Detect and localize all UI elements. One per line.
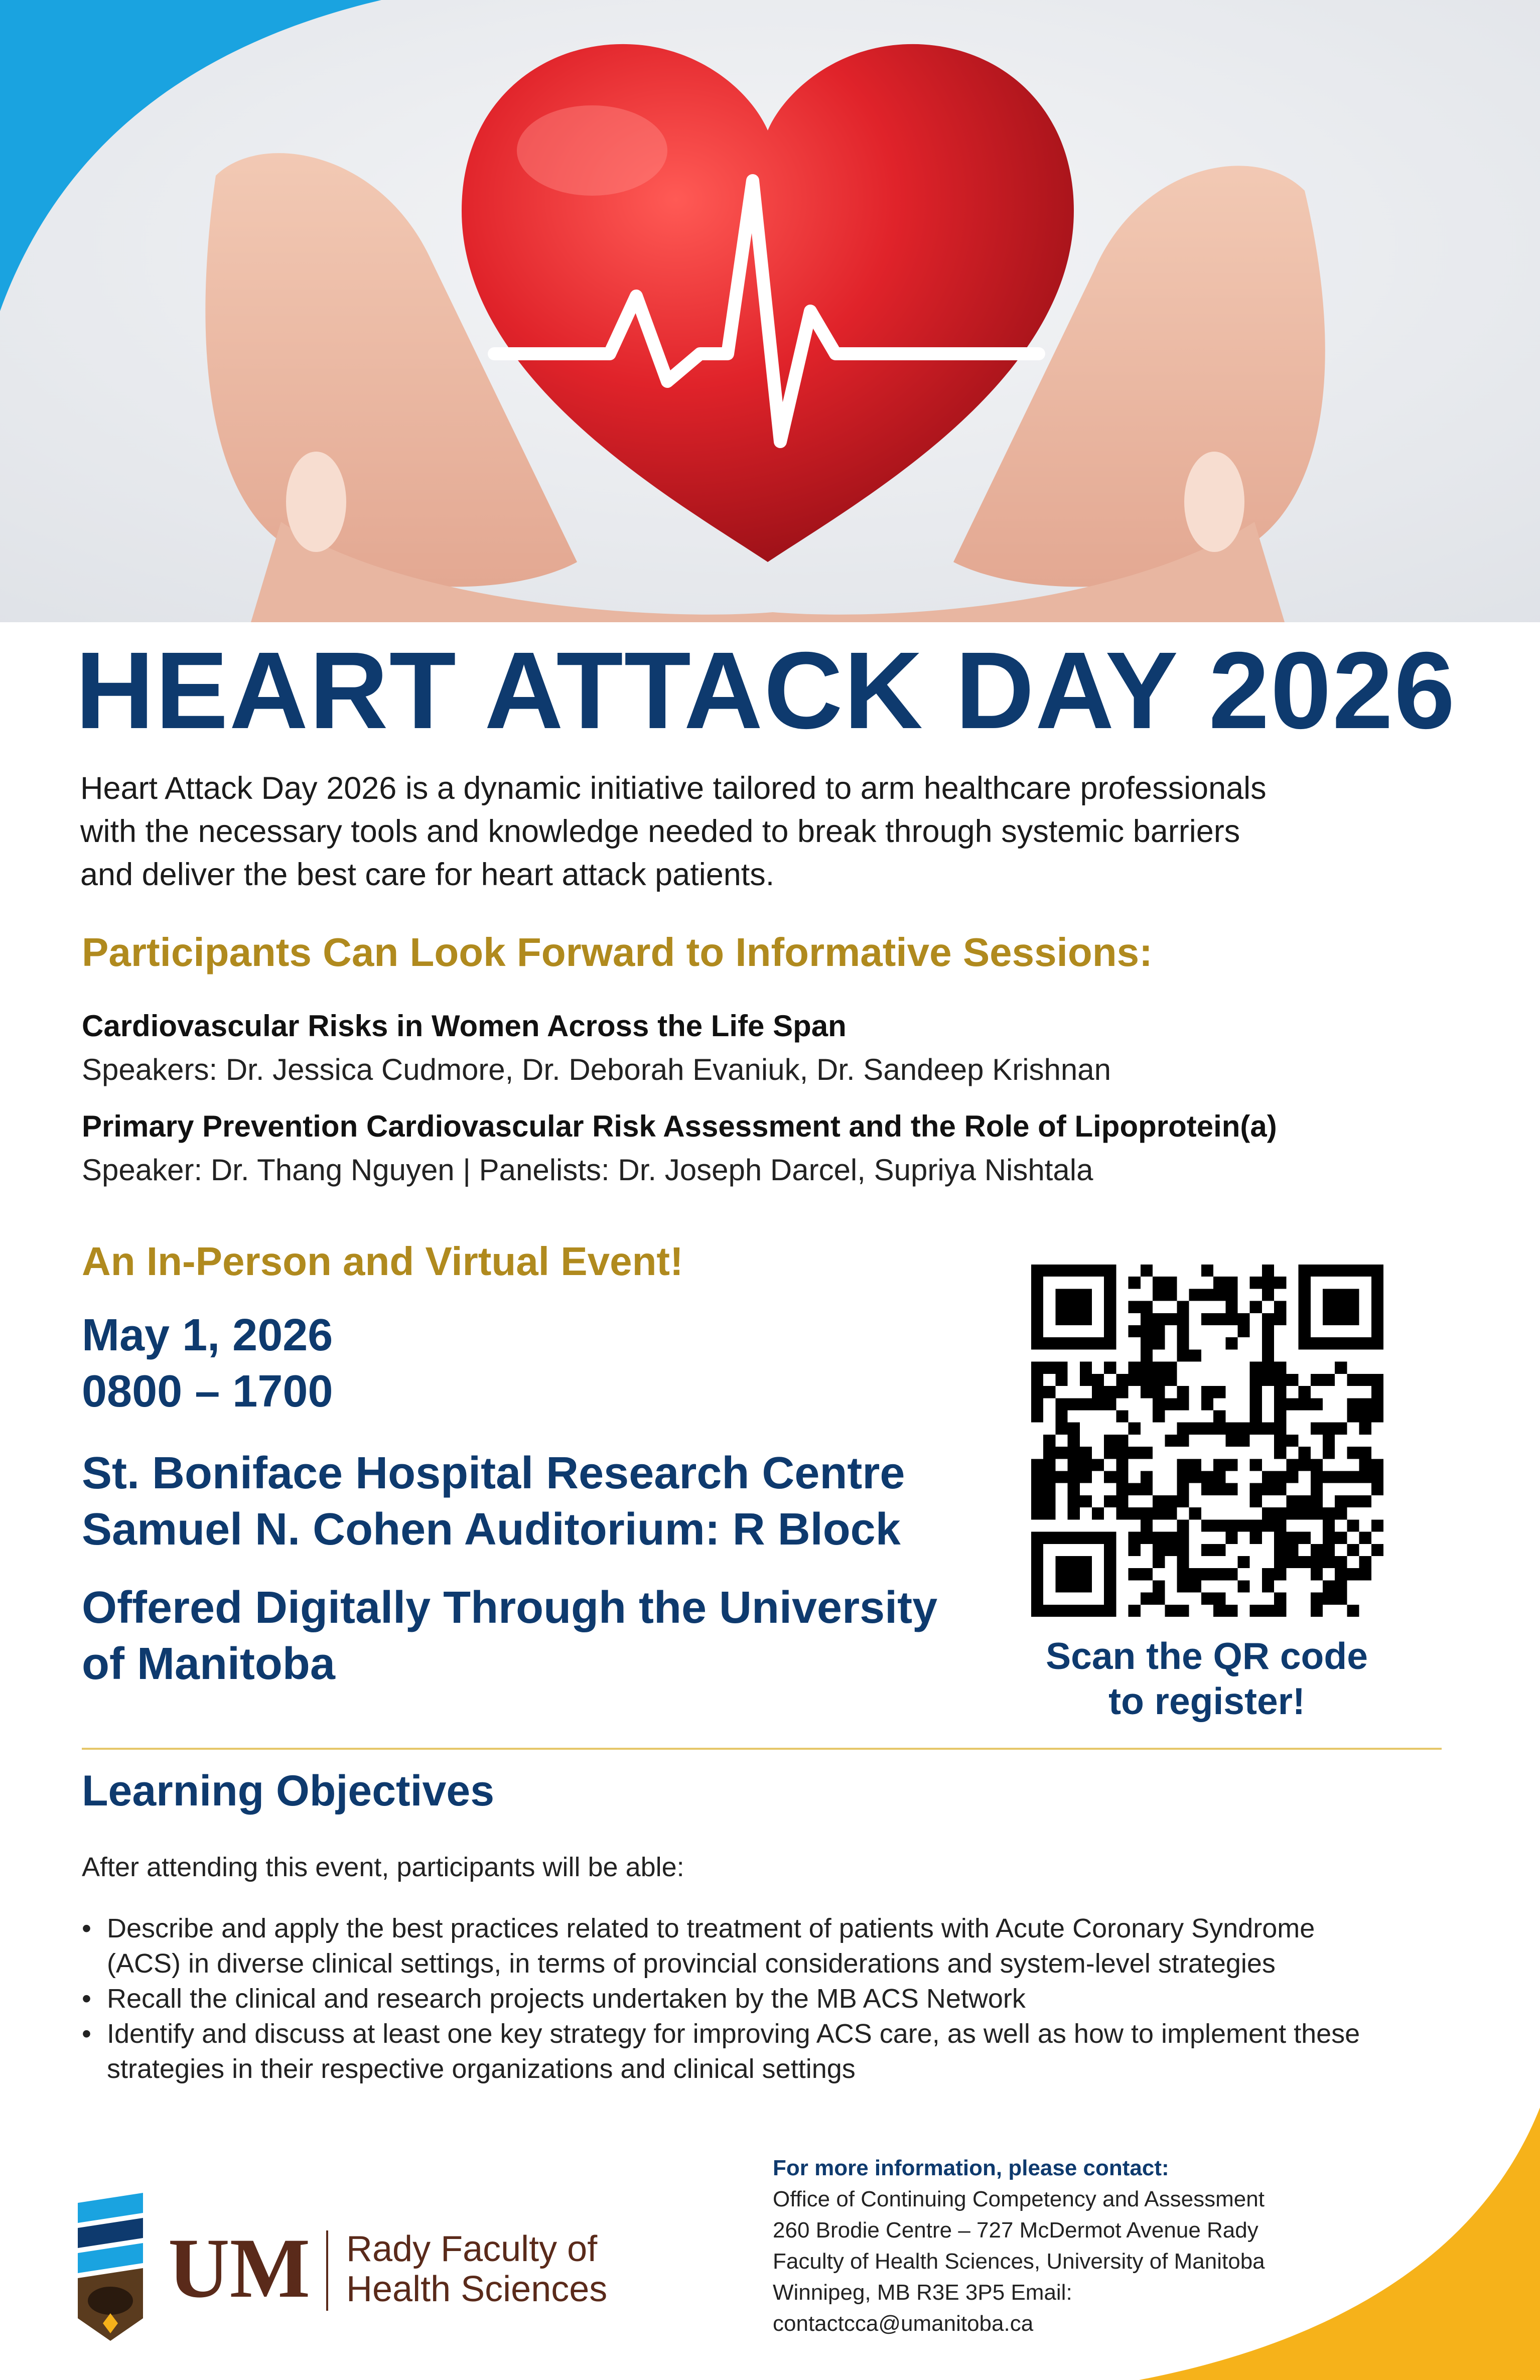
qr-caption-line: to register! <box>1108 1680 1305 1722</box>
contact-email-link[interactable]: contactcca@umanitoba.ca <box>773 2311 1034 2336</box>
hero-image <box>0 0 1540 622</box>
event-type-heading: An In-Person and Virtual Event! <box>82 1239 683 1284</box>
learning-objectives-intro: After attending this event, participants will be able: <box>82 1852 684 1882</box>
bullet-icon: • <box>82 1913 91 1943</box>
event-venue <box>82 1445 905 1558</box>
faculty-name: Rady Faculty of Health Sciences <box>346 2229 608 2309</box>
contact-heading: For more information, please contact: <box>773 2156 1169 2180</box>
qr-caption <box>999 1633 1415 1724</box>
bullet-icon: • <box>82 2019 91 2049</box>
session-speakers: Speaker: Dr. Thang Nguyen | Panelists: Dr. Joseph Darcel, Supriya Nishtala <box>82 1153 1093 1187</box>
bullet-icon: • <box>82 1984 91 2014</box>
contact-line: Winnipeg, MB R3E 3P5 Email: <box>773 2280 1072 2305</box>
logo-mark: UM <box>168 2221 311 2315</box>
event-date <box>82 1307 333 1420</box>
session-title: Primary Prevention Cardiovascular Risk Assessment and the Role of Lipoprotein(a) <box>82 1109 1277 1143</box>
venue-line: St. Boniface Hospital Research Centre <box>82 1448 905 1498</box>
contact-line: 260 Brodie Centre – 727 McDermot Avenue Rady <box>773 2218 1258 2243</box>
event-date-text: May 1, 2026 <box>82 1310 333 1360</box>
session-title: Cardiovascular Risks in Women Across the Life Span <box>82 1009 847 1043</box>
digital-line: Offered Digitally Through the University <box>82 1583 938 1633</box>
logo-divider <box>326 2230 328 2311</box>
intro-line: Heart Attack Day 2026 is a dynamic initiative tailored to arm healthcare professionals <box>80 771 1267 806</box>
list-item: • Recall the clinical and research projects undertaken by the MB ACS Network <box>82 1981 1437 2016</box>
bison-crest-icon <box>73 2193 148 2343</box>
learning-objectives-heading: Learning Objectives <box>82 1767 495 1815</box>
list-item: • Identify and discuss at least one key strategy for improving ACS care, as well as how to implement these strategies in their respective organizations and clinical settings <box>82 2016 1437 2086</box>
session-speakers: Speakers: Dr. Jessica Cudmore, Dr. Deborah Evaniuk, Dr. Sandeep Krishnan <box>82 1053 1111 1086</box>
page-title: HEART ATTACK DAY 2026 <box>75 630 1456 752</box>
university-logo <box>73 2193 650 2343</box>
digital-line: of Manitoba <box>82 1639 335 1689</box>
event-time-text: 0800 – 1700 <box>82 1366 333 1417</box>
intro-line: and deliver the best care for heart attack patients. <box>80 857 775 892</box>
contact-block <box>773 2153 1350 2339</box>
contact-line: Faculty of Health Sciences, University of Manitoba <box>773 2249 1265 2274</box>
learning-objectives-list <box>82 1911 1437 2086</box>
contact-line: Office of Continuing Competency and Assessment <box>773 2187 1265 2211</box>
event-digital <box>82 1580 937 1692</box>
sessions-heading: Participants Can Look Forward to Informative Sessions: <box>82 930 1153 974</box>
registration-qr-code[interactable] <box>1031 1265 1383 1617</box>
list-item: • Describe and apply the best practices related to treatment of patients with Acute Coronary Syndrome (ACS) in diverse clinical settings, in terms of provincial considerations and system-level strategies <box>82 1911 1437 1981</box>
venue-line: Samuel N. Cohen Auditorium: R Block <box>82 1504 901 1555</box>
section-divider <box>82 1748 1442 1750</box>
intro-line: with the necessary tools and knowledge needed to break through systemic barriers <box>80 814 1240 849</box>
qr-caption-line: Scan the QR code <box>1046 1635 1368 1677</box>
intro-paragraph <box>80 767 1385 896</box>
